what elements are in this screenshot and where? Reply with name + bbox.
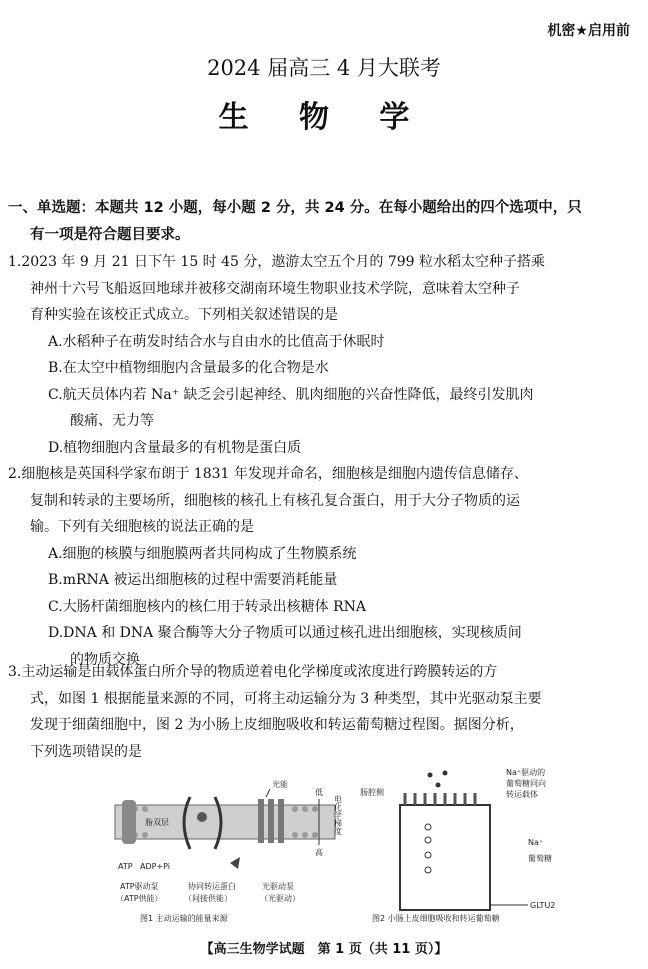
q3-stem-3: 发现于细菌细胞中，图 2 为小肠上皮细胞吸收和转运葡萄糖过程图。据图分析， bbox=[30, 717, 524, 733]
pump1-sub: （ATP供能） bbox=[116, 894, 163, 903]
adp-label: ADP+Pi bbox=[140, 862, 171, 871]
question-2 bbox=[8, 461, 638, 673]
lumen-label: 肠腔侧 bbox=[360, 788, 384, 797]
glucose-label: 葡萄糖 bbox=[528, 854, 552, 863]
gradient-label: 电化学梯度 bbox=[333, 795, 343, 835]
pump3-sub: （光驱动） bbox=[260, 894, 300, 903]
q2-option-d: D.DNA 和 DNA 聚合酶等大分子物质可以通过核孔进出细胞核，实现核质间 bbox=[48, 625, 522, 641]
section-line-2: 有一项是符合题目要求。 bbox=[30, 227, 190, 243]
lipid-label: 脂双层 bbox=[145, 818, 169, 827]
atp-pump-icon bbox=[122, 800, 136, 844]
gradient-low-label: 低 bbox=[315, 788, 323, 797]
q3-stem-2: 式，如图 1 根据能量来源的不同，可将主动运输分为 3 种类型，其中光驱动泵主要 bbox=[30, 690, 542, 707]
light-label: 光能 bbox=[272, 780, 288, 789]
figure-1 bbox=[115, 779, 343, 923]
glut-label: GLTU2 bbox=[530, 901, 556, 910]
pump2-label: 协同转运蛋白 bbox=[188, 882, 236, 891]
na-label: Na⁺ bbox=[528, 838, 544, 847]
na-carrier-label-3: 转运载体 bbox=[506, 790, 538, 799]
q1-stem-3: 育种实验在该校正式成立。下列相关叙述错误的是 bbox=[30, 307, 338, 323]
gradient-high-label: 高 bbox=[315, 848, 323, 857]
exam-title: 2024 届高三 4 月大联考 bbox=[207, 56, 441, 80]
q1-option-b: B.在太空中植物细胞内含量最多的化合物是水 bbox=[48, 360, 329, 376]
q1-option-c: C.航天员体内若 Na⁺ 缺乏会引起神经、肌肉细胞的兴奋性降低，最终引发肌肉 bbox=[48, 386, 534, 403]
q2-option-b: B.mRNA 被运出细胞核的过程中需要消耗能量 bbox=[48, 572, 338, 588]
epithelial-cell bbox=[400, 805, 490, 910]
q1-stem-2: 神州十六号飞船返回地球并被移交湖南环境生物职业技术学院，意味着太空种子 bbox=[30, 280, 520, 297]
substrate-icon bbox=[230, 857, 240, 869]
q2-stem-1: 2.细胞核是英国科学家布朗于 1831 年发现并命名，细胞核是细胞内遗传信息储存、 bbox=[8, 466, 528, 482]
q1-option-a: A.水稻种子在萌发时结合水与自由水的比值高于休眠时 bbox=[48, 333, 385, 350]
question-3 bbox=[8, 659, 638, 765]
subject-title: 生 物 学 bbox=[218, 100, 430, 135]
section-line-1: 一、单选题：本题共 12 小题，每小题 2 分，共 24 分。在每小题给出的四个选项中，只 bbox=[8, 200, 582, 216]
pump1-label: ATP驱动泵 bbox=[120, 882, 159, 891]
confidential-label: 机密★启用前 bbox=[547, 23, 630, 39]
figure-2-caption: 图2 小肠上皮细胞吸收和转运葡萄糖 bbox=[372, 914, 500, 923]
q2-option-d-cont: 的物质交换 bbox=[70, 651, 140, 668]
figures-svg bbox=[110, 765, 630, 935]
q1-option-c-cont: 酸痛、无力等 bbox=[70, 413, 154, 429]
atp-label: ATP bbox=[118, 862, 133, 871]
q1-stem-1: 1.2023 年 9 月 21 日下午 15 时 45 分，遨游太空五个月的 799 粒水稻太空种子搭乘 bbox=[8, 254, 546, 270]
figures bbox=[110, 765, 630, 935]
q3-stem-4: 下列选项错误的是 bbox=[30, 743, 142, 760]
question-1 bbox=[8, 249, 638, 461]
na-carrier-label-2: 葡萄糖同向 bbox=[506, 779, 546, 788]
q3-stem-1: 3.主动运输是由载体蛋白所介导的物质逆着电化学梯度或浓度进行跨膜转运的方 bbox=[8, 664, 498, 680]
pump2-sub: （间接供能） bbox=[184, 894, 232, 903]
pump3-label: 光驱动泵 bbox=[262, 882, 294, 891]
na-carrier-label-1: Na⁺驱动的 bbox=[506, 768, 546, 777]
figure-1-caption: 图1 主动运输的能量来源 bbox=[140, 914, 228, 923]
q1-option-d: D.植物细胞内含量最多的有机物是蛋白质 bbox=[48, 439, 302, 456]
light-pump-icon bbox=[258, 799, 264, 843]
figure-2 bbox=[360, 767, 555, 923]
q2-stem-3: 输。下列有关细胞核的说法正确的是 bbox=[30, 519, 254, 535]
q2-option-c: C.大肠杆菌细胞核内的核仁用于转录出核糖体 RNA bbox=[48, 598, 367, 615]
section-heading bbox=[8, 195, 636, 249]
page-footer: 【高三生物学试题 第 1 页（共 11 页）】 bbox=[200, 942, 448, 957]
q2-option-a: A.细胞的核膜与细胞膜两者共同构成了生物膜系统 bbox=[48, 545, 357, 562]
q2-stem-2: 复制和转录的主要场所，细胞核的核孔上有核孔复合蛋白，用于大分子物质的运 bbox=[30, 492, 520, 509]
